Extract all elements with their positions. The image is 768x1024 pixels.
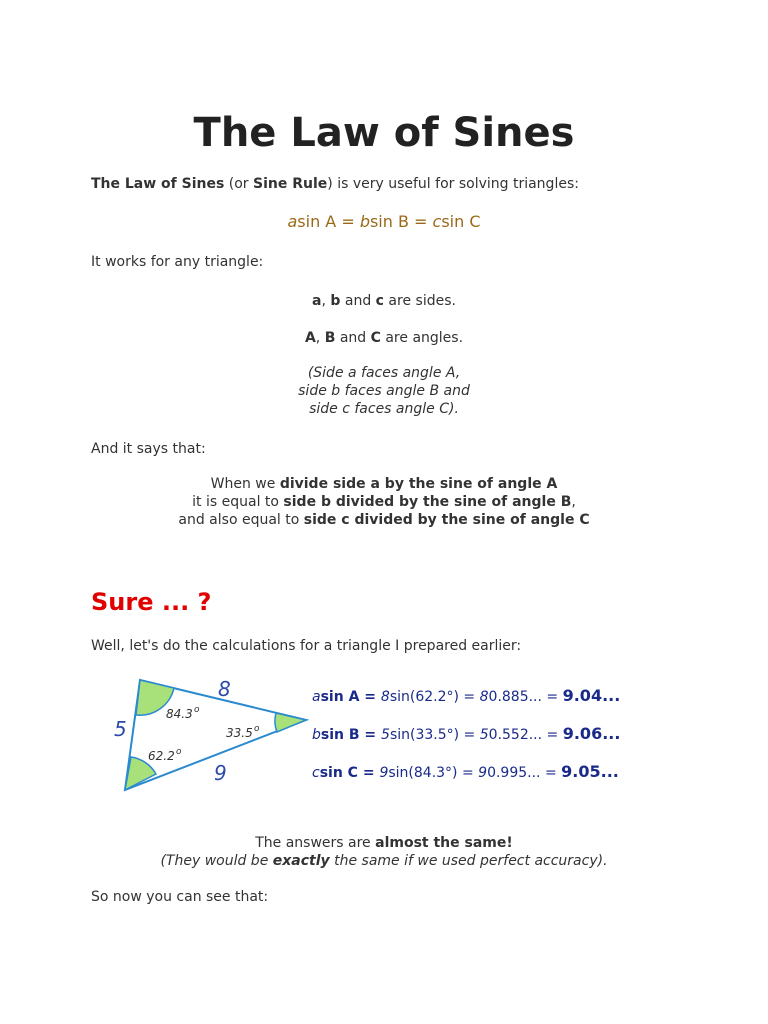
angle-label-bottom: 62.2	[148, 749, 175, 763]
calc-result-c: 9.05...	[561, 762, 619, 781]
side-label-bottom: 9	[214, 761, 227, 785]
side-label-left: 5	[114, 717, 127, 741]
angle-degree-bottom: o	[176, 747, 182, 757]
calc-result-a: 9.04...	[562, 686, 621, 705]
calc-result-b: 9.06...	[562, 724, 621, 743]
term-sine-rule: Sine Rule	[253, 176, 328, 192]
angle-arc-right	[275, 713, 306, 732]
term-law-of-sines: The Law of Sines	[91, 176, 225, 192]
calc-intro-text: Well, let's do the calculations for a triangle I prepared earlier:	[91, 638, 522, 654]
angle-label-right: 33.5	[226, 726, 253, 740]
answers-text: The answers are almost the same!	[255, 835, 513, 851]
and-it-says-text: And it says that:	[91, 441, 206, 457]
sides-line: a, b and c are sides.	[312, 293, 456, 309]
works-for-text: It works for any triangle:	[91, 254, 264, 270]
so-now-text: So now you can see that:	[91, 889, 269, 905]
calc-line-a: asin A = 8sin(62.2°) = 80.885... = 9.04...	[312, 686, 621, 705]
angle-degree-right: o	[254, 724, 260, 734]
calc-line-b: bsin B = 5sin(33.5°) = 50.552... = 9.06...	[312, 724, 621, 743]
page-title: The Law of Sines	[193, 110, 575, 156]
faces-note: (Side a faces angle A, side b faces angle B and side c faces angle C).	[298, 365, 470, 417]
angle-label-top-left: 84.3	[166, 707, 193, 721]
angles-line: A, B and C are angles.	[304, 330, 464, 346]
intro-paragraph: The Law of Sines (or Sine Rule) is very useful for solving triangles:	[91, 176, 579, 192]
side-label-top: 8	[218, 677, 231, 701]
law-statement: When we divide side a by the sine of angle A it is equal to side b divided by the sine of angle B, and also equal to side c divided by the sine of angle C	[178, 476, 590, 528]
triangle-diagram	[110, 672, 310, 797]
angle-degree-top-left: o	[194, 705, 200, 715]
sure-heading: Sure ... ?	[91, 588, 212, 616]
law-of-sines-formula: asin A = bsin B = csin C	[287, 212, 481, 231]
calc-line-c: csin C = 9sin(84.3°) = 90.995... = 9.05...	[312, 762, 619, 781]
accuracy-note: (They would be exactly the same if we used perfect accuracy).	[160, 853, 608, 869]
